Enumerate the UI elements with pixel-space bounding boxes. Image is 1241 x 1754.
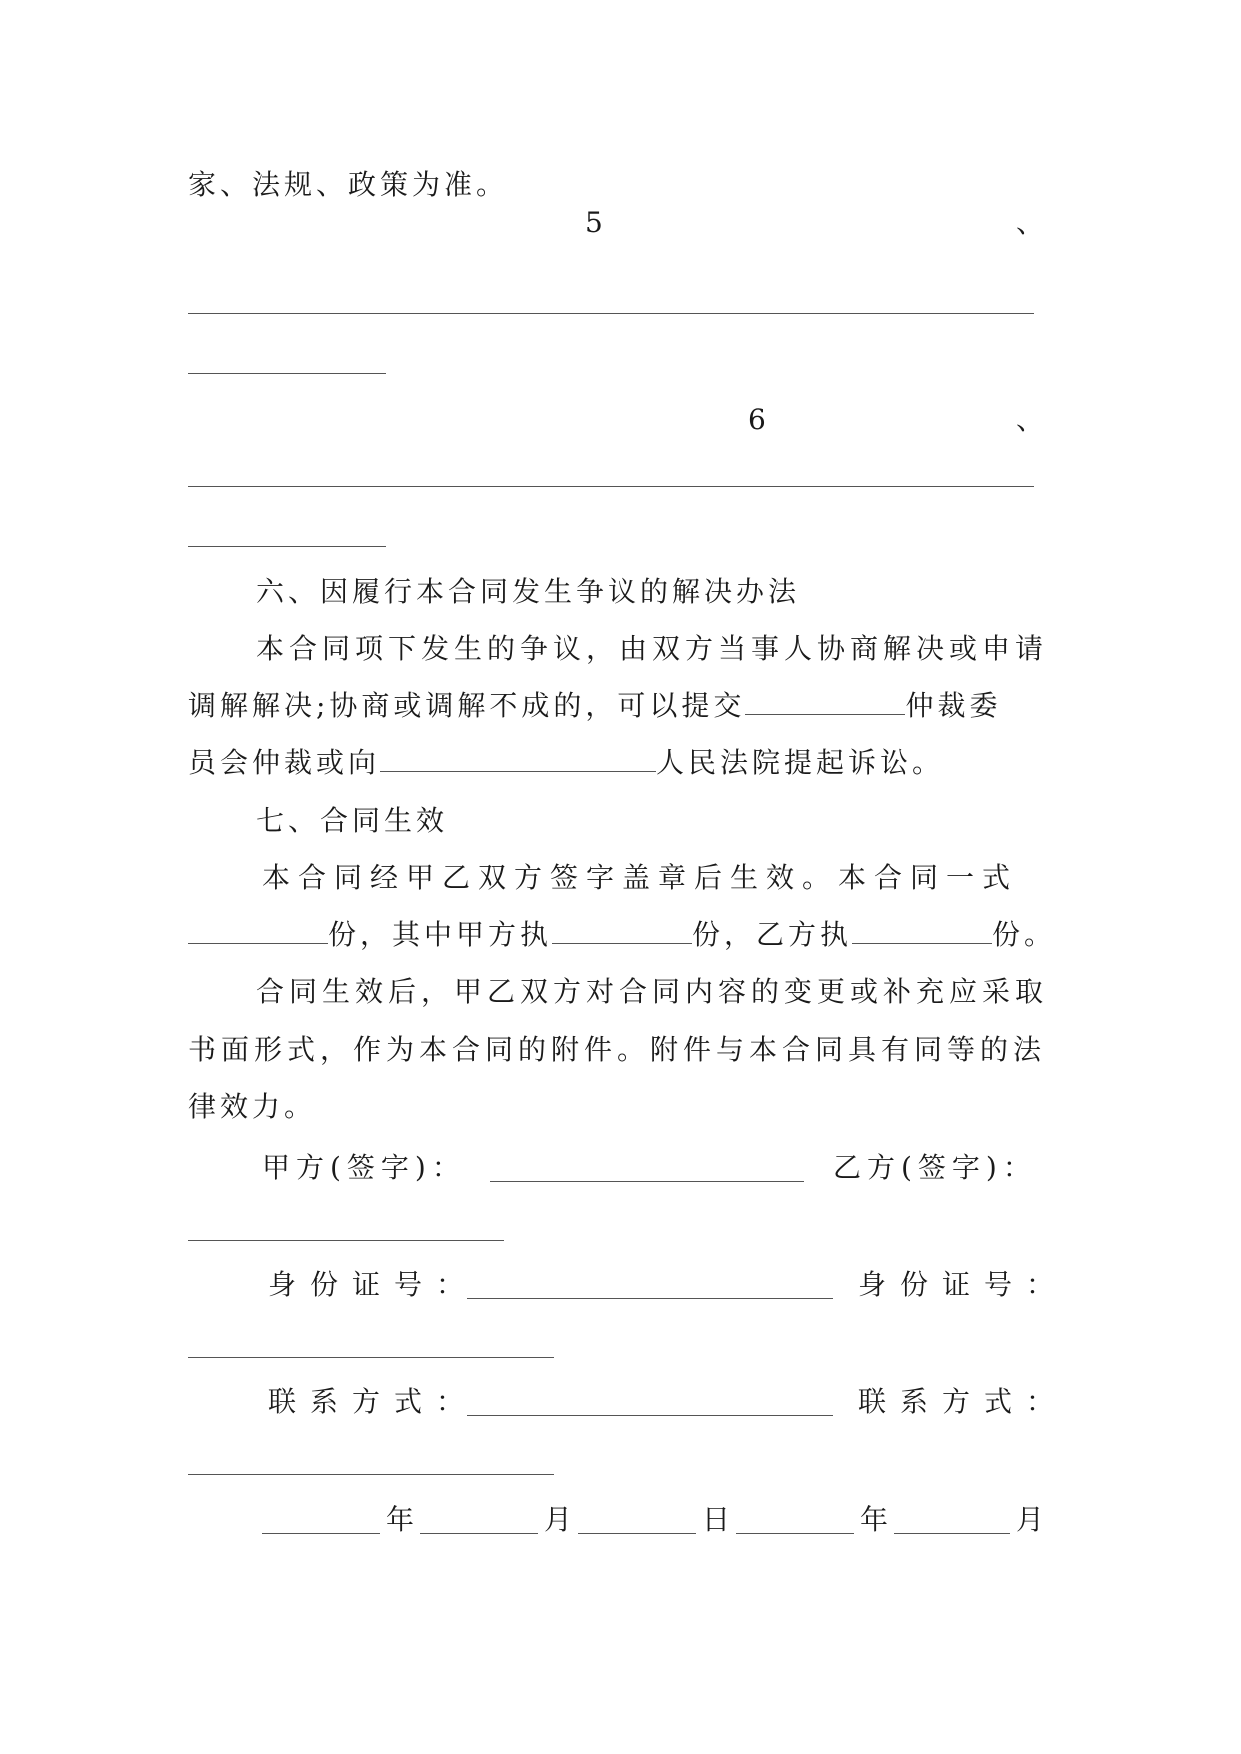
- paragraph-text: 调解解决;协商或调解不成的，可以提交: [188, 689, 746, 722]
- date-blank: [894, 1533, 1010, 1534]
- paragraph-text: 人民法院提起诉讼。: [656, 746, 945, 779]
- party-a-contact-label: 联系方式：: [268, 1385, 479, 1418]
- court-blank: [380, 745, 656, 772]
- date-blank: [420, 1533, 538, 1534]
- contact-blank: [188, 1474, 554, 1475]
- month-label: 月: [1016, 1503, 1049, 1536]
- date-blank: [736, 1533, 854, 1534]
- item-number: 5: [585, 206, 607, 239]
- month-label: 月: [544, 1503, 577, 1536]
- party-b-contact-label: 联系方式：: [858, 1385, 1069, 1418]
- paragraph-line: [188, 686, 1048, 726]
- year-label: 年: [860, 1503, 893, 1536]
- day-label: 日: [702, 1503, 735, 1536]
- paragraph-line: [188, 915, 1057, 955]
- text-line: 家、法规、政策为准。: [188, 168, 509, 201]
- paragraph-line: 律效力。: [188, 1090, 317, 1123]
- paragraph-line: 本合同经甲乙双方签字盖章后生效。本合同一式: [262, 861, 1019, 894]
- item-mark: 、: [1016, 206, 1049, 239]
- paragraph-text: 份，其中甲方执: [328, 918, 553, 951]
- arbitration-blank: [745, 688, 905, 715]
- year-label: 年: [386, 1503, 419, 1536]
- signature-blank: [188, 1240, 504, 1241]
- section-heading: 七、合同生效: [256, 804, 449, 837]
- copies-blank: [188, 917, 328, 944]
- blank-line: [188, 546, 386, 547]
- id-blank: [188, 1357, 554, 1358]
- section-heading: 六、因履行本合同发生争议的解决办法: [256, 575, 801, 608]
- party-a-id-label: 身份证号：: [268, 1268, 479, 1301]
- party-b-sign-label: 乙方(签字)：: [833, 1151, 1037, 1184]
- paragraph-text: 员会仲裁或向: [188, 746, 381, 779]
- paragraph-text: 份，乙方执: [692, 918, 853, 951]
- copies-a-blank: [552, 917, 692, 944]
- date-blank: [578, 1533, 696, 1534]
- blank-line: [188, 486, 1034, 487]
- paragraph-text: 份。: [992, 918, 1057, 951]
- party-b-id-label: 身份证号：: [858, 1268, 1069, 1301]
- signature-blank: [490, 1181, 804, 1182]
- item-number: 6: [748, 403, 770, 436]
- party-a-sign-label: 甲方(签字)：: [262, 1151, 466, 1184]
- paragraph-line: 本合同项下发生的争议，由双方当事人协商解决或申请: [256, 632, 1049, 665]
- date-blank: [262, 1533, 380, 1534]
- copies-b-blank: [852, 917, 992, 944]
- id-blank: [467, 1298, 833, 1299]
- contact-blank: [467, 1415, 833, 1416]
- paragraph-text: 仲裁委: [905, 689, 1002, 722]
- blank-line: [188, 373, 386, 374]
- paragraph-line: 书面形式，作为本合同的附件。附件与本合同具有同等的法: [188, 1033, 1047, 1066]
- blank-line: [188, 313, 1034, 314]
- paragraph-line: 合同生效后，甲乙双方对合同内容的变更或补充应采取: [256, 975, 1049, 1008]
- item-mark: 、: [1016, 403, 1049, 436]
- paragraph-line: [188, 743, 1048, 783]
